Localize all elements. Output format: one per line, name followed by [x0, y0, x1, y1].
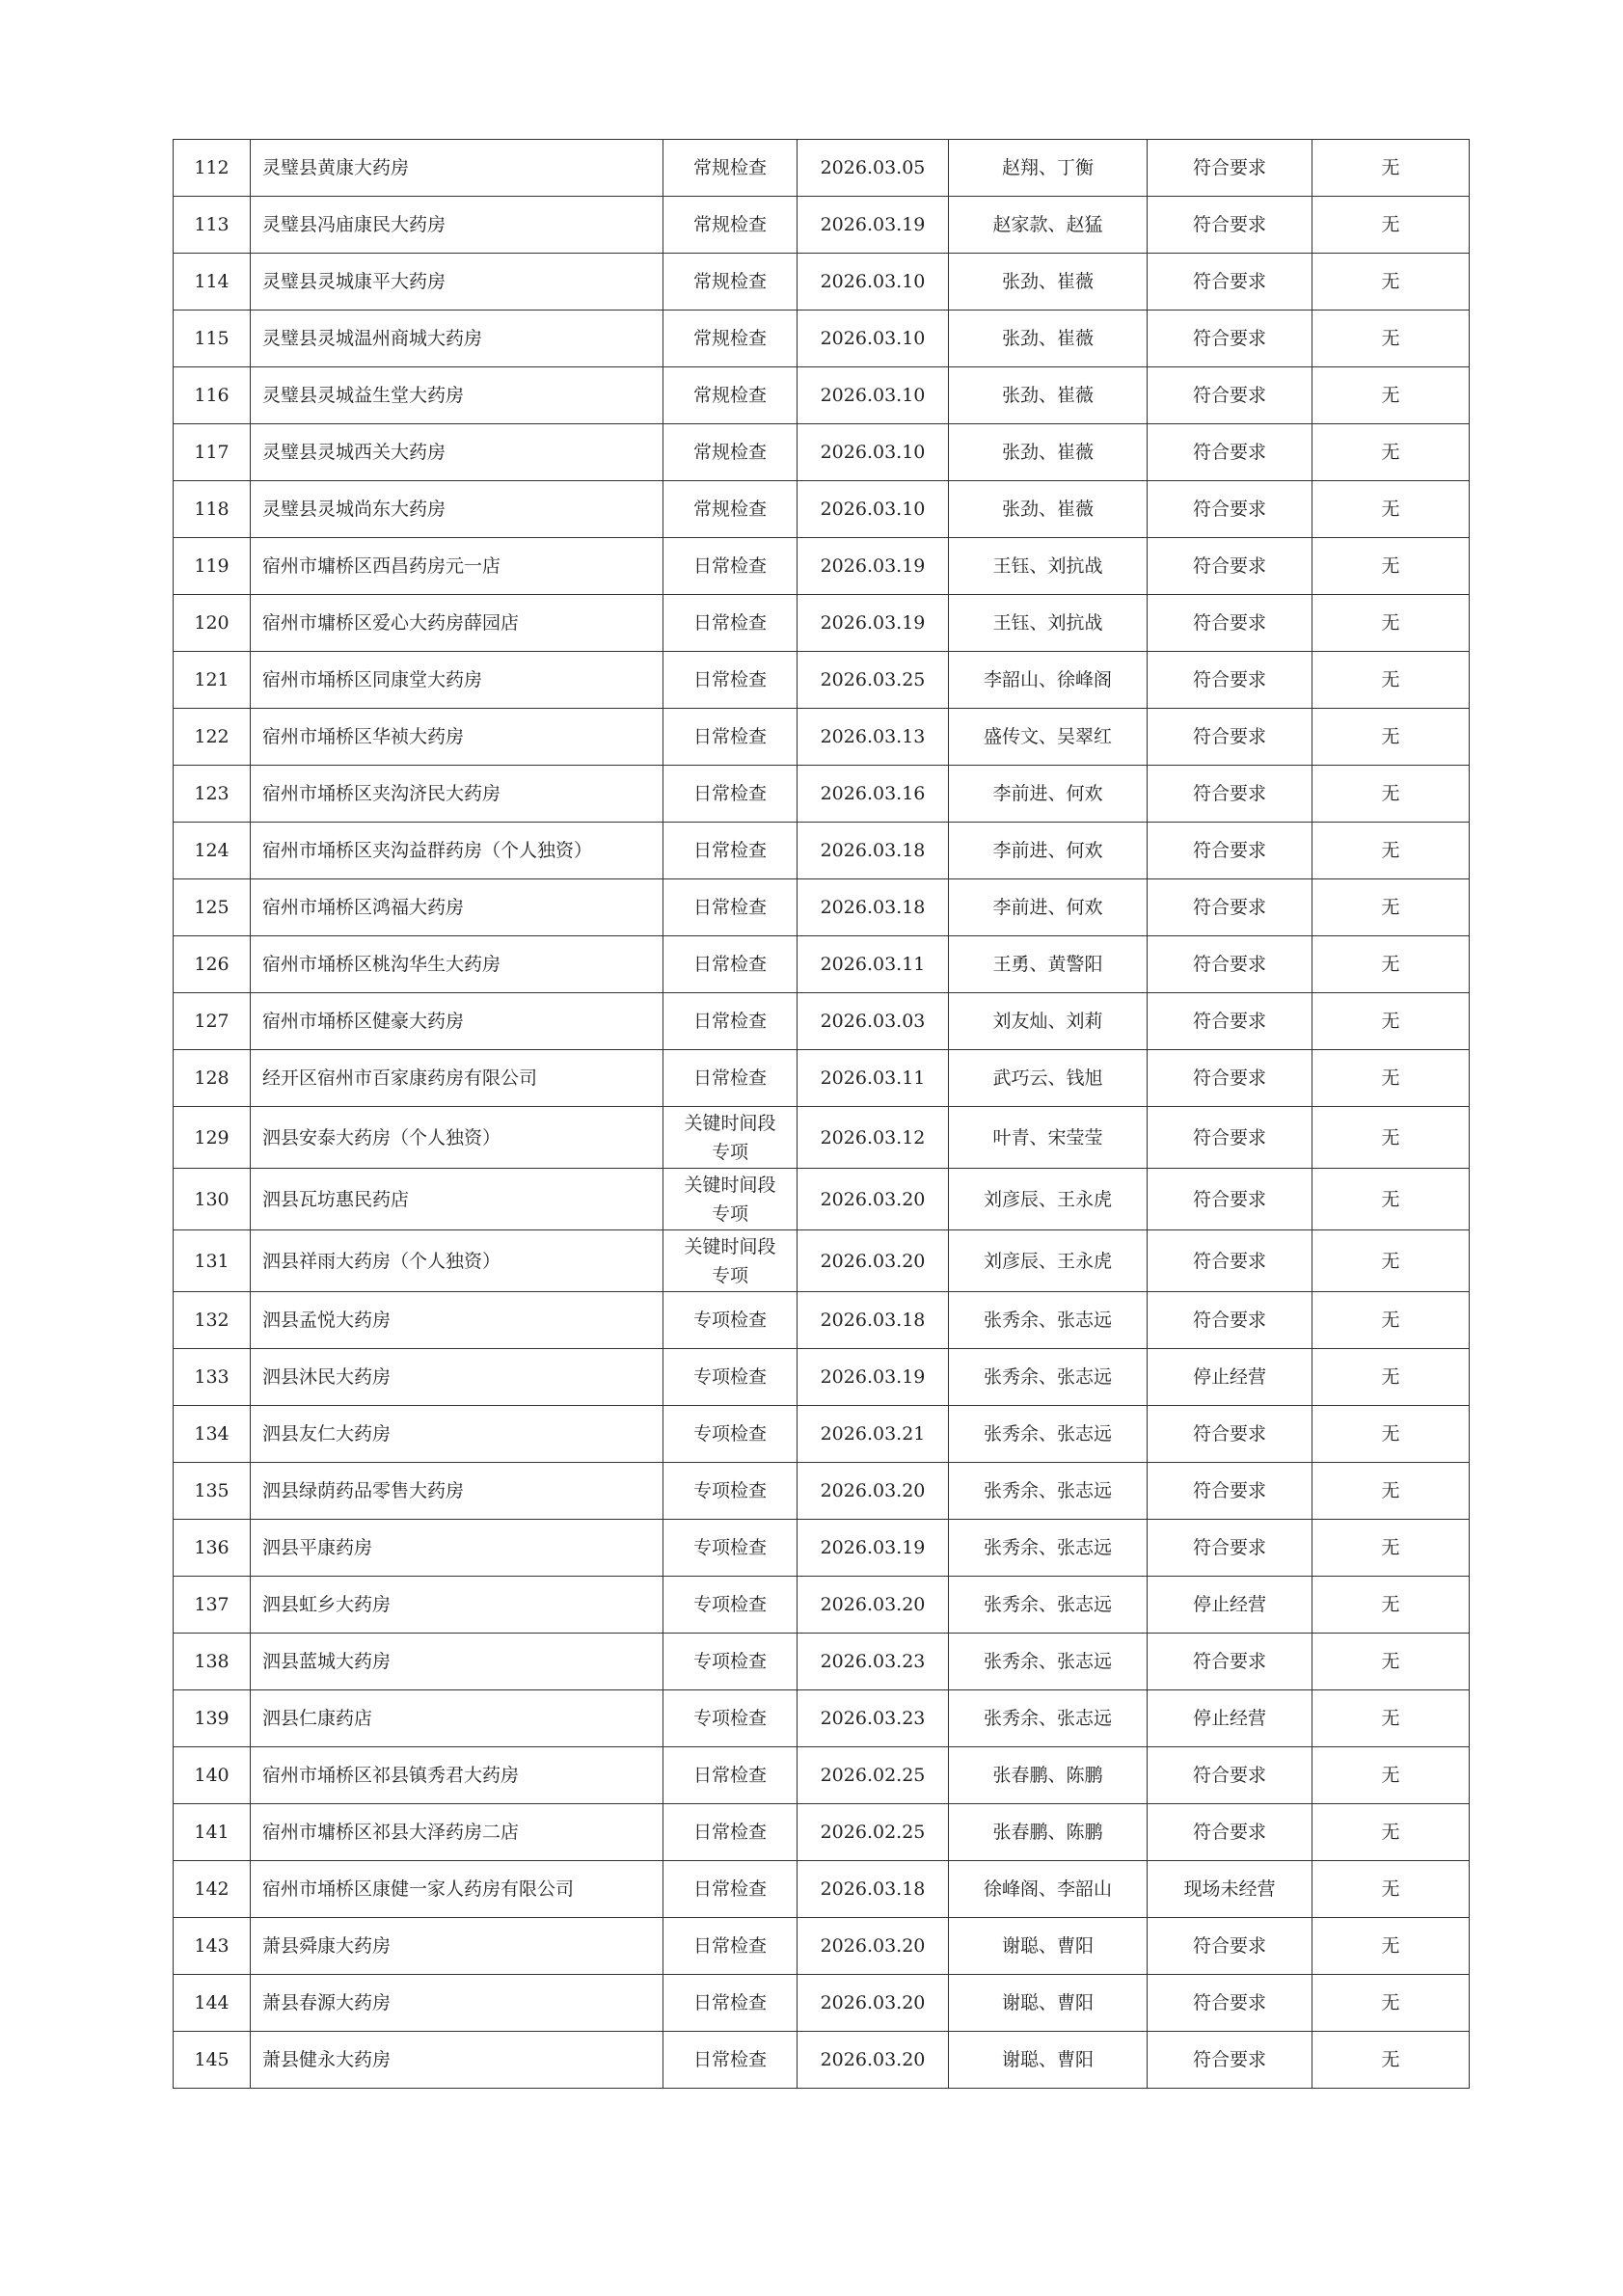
inspection-date-cell: 2026.03.10: [798, 254, 949, 311]
inspection-date-cell: 2026.03.18: [798, 1292, 949, 1349]
table-row: [174, 1230, 1470, 1292]
inspection-result-cell: 符合要求: [1148, 823, 1312, 879]
inspectors-cell: 谢聪、曹阳: [949, 2032, 1148, 2089]
inspection-type-cell: 常规检查: [663, 140, 798, 197]
inspection-date-cell: 2026.03.19: [798, 595, 949, 652]
pharmacy-name-cell: 宿州市埇桥区同康堂大药房: [251, 652, 663, 709]
inspectors-cell: 张秀余、张志远: [949, 1577, 1148, 1634]
issue-cell: 无: [1312, 424, 1470, 481]
inspectors-cell: 谢聪、曹阳: [949, 1918, 1148, 1975]
pharmacy-name-cell: 宿州市埇桥区华祯大药房: [251, 709, 663, 766]
inspectors-cell: 谢聪、曹阳: [949, 1975, 1148, 2032]
inspection-date-cell: 2026.03.10: [798, 311, 949, 367]
row-number-cell: 119: [174, 538, 251, 595]
row-number-cell: 129: [174, 1107, 251, 1169]
pharmacy-name-cell: 宿州市墉桥区祁县大泽药房二店: [251, 1804, 663, 1861]
table-row: [174, 424, 1470, 481]
inspectors-cell: 张劲、崔薇: [949, 424, 1148, 481]
inspectors-cell: 刘彦辰、王永虎: [949, 1169, 1148, 1230]
inspection-result-cell: 符合要求: [1148, 311, 1312, 367]
row-number-cell: 120: [174, 595, 251, 652]
pharmacy-name-cell: 灵璧县灵城益生堂大药房: [251, 367, 663, 424]
inspection-date-cell: 2026.03.20: [798, 1169, 949, 1230]
row-number-cell: 122: [174, 709, 251, 766]
row-number-cell: 135: [174, 1463, 251, 1520]
row-number-cell: 124: [174, 823, 251, 879]
inspection-type-cell: 关键时间段专项: [663, 1169, 798, 1230]
inspection-type-cell: 专项检查: [663, 1520, 798, 1577]
table-row: [174, 936, 1470, 993]
inspection-result-cell: 符合要求: [1148, 709, 1312, 766]
inspection-date-cell: 2026.03.12: [798, 1107, 949, 1169]
row-number-cell: 112: [174, 140, 251, 197]
table-row: [174, 1690, 1470, 1747]
pharmacy-name-cell: 泗县仁康药店: [251, 1690, 663, 1747]
inspection-date-cell: 2026.03.05: [798, 140, 949, 197]
pharmacy-name-cell: 宿州市埇桥区桃沟华生大药房: [251, 936, 663, 993]
row-number-cell: 130: [174, 1169, 251, 1230]
inspectors-cell: 张秀余、张志远: [949, 1520, 1148, 1577]
issue-cell: 无: [1312, 1975, 1470, 2032]
table-row: [174, 993, 1470, 1050]
issue-cell: 无: [1312, 1169, 1470, 1230]
inspection-result-cell: 符合要求: [1148, 481, 1312, 538]
inspection-result-cell: 符合要求: [1148, 1975, 1312, 2032]
inspection-result-cell: 符合要求: [1148, 1804, 1312, 1861]
inspection-type-cell: 常规检查: [663, 424, 798, 481]
issue-cell: 无: [1312, 1804, 1470, 1861]
pharmacy-name-cell: 宿州市埇桥区健豪大药房: [251, 993, 663, 1050]
inspection-result-cell: 符合要求: [1148, 140, 1312, 197]
inspectors-cell: 张劲、崔薇: [949, 367, 1148, 424]
inspection-date-cell: 2026.03.16: [798, 766, 949, 823]
table-row: [174, 1169, 1470, 1230]
row-number-cell: 133: [174, 1349, 251, 1406]
issue-cell: 无: [1312, 823, 1470, 879]
issue-cell: 无: [1312, 1230, 1470, 1292]
table-row: [174, 1520, 1470, 1577]
inspection-result-cell: 符合要求: [1148, 1747, 1312, 1804]
table-row: [174, 2032, 1470, 2089]
inspection-type-cell: 日常检查: [663, 2032, 798, 2089]
inspection-date-cell: 2026.03.03: [798, 993, 949, 1050]
inspection-result-cell: 符合要求: [1148, 424, 1312, 481]
inspection-type-cell: 常规检查: [663, 254, 798, 311]
inspection-date-cell: 2026.03.20: [798, 1463, 949, 1520]
row-number-cell: 145: [174, 2032, 251, 2089]
inspection-type-cell: 日常检查: [663, 709, 798, 766]
issue-cell: 无: [1312, 709, 1470, 766]
row-number-cell: 127: [174, 993, 251, 1050]
table-row: [174, 1634, 1470, 1690]
inspectors-cell: 盛传文、吴翠红: [949, 709, 1148, 766]
inspection-result-cell: 符合要求: [1148, 367, 1312, 424]
inspectors-cell: 张秀余、张志远: [949, 1406, 1148, 1463]
table-row: [174, 879, 1470, 936]
inspection-date-cell: 2026.03.20: [798, 1230, 949, 1292]
inspection-date-cell: 2026.03.10: [798, 424, 949, 481]
inspection-table: [173, 139, 1470, 2089]
row-number-cell: 125: [174, 879, 251, 936]
row-number-cell: 126: [174, 936, 251, 993]
issue-cell: 无: [1312, 1349, 1470, 1406]
table-row: [174, 481, 1470, 538]
pharmacy-name-cell: 灵璧县冯庙康民大药房: [251, 197, 663, 254]
inspection-date-cell: 2026.03.19: [798, 197, 949, 254]
inspectors-cell: 李前进、何欢: [949, 766, 1148, 823]
pharmacy-name-cell: 泗县友仁大药房: [251, 1406, 663, 1463]
issue-cell: 无: [1312, 1747, 1470, 1804]
table-row: [174, 823, 1470, 879]
pharmacy-name-cell: 泗县安泰大药房（个人独资）: [251, 1107, 663, 1169]
issue-cell: 无: [1312, 1406, 1470, 1463]
table-row: [174, 1975, 1470, 2032]
inspection-type-cell: 专项检查: [663, 1463, 798, 1520]
inspection-date-cell: 2026.03.10: [798, 481, 949, 538]
inspectors-cell: 徐峰阁、李韶山: [949, 1861, 1148, 1918]
inspection-result-cell: 符合要求: [1148, 1918, 1312, 1975]
inspection-result-cell: 符合要求: [1148, 652, 1312, 709]
inspectors-cell: 赵翔、丁衡: [949, 140, 1148, 197]
pharmacy-name-cell: 宿州市埇桥区夹沟济民大药房: [251, 766, 663, 823]
inspection-result-cell: 停止经营: [1148, 1690, 1312, 1747]
issue-cell: 无: [1312, 1292, 1470, 1349]
inspection-result-cell: 符合要求: [1148, 2032, 1312, 2089]
inspection-type-cell: 常规检查: [663, 197, 798, 254]
inspection-type-cell: 常规检查: [663, 481, 798, 538]
row-number-cell: 143: [174, 1918, 251, 1975]
inspection-date-cell: 2026.03.18: [798, 823, 949, 879]
issue-cell: 无: [1312, 879, 1470, 936]
inspection-result-cell: 停止经营: [1148, 1577, 1312, 1634]
pharmacy-name-cell: 宿州市埇桥区康健一家人药房有限公司: [251, 1861, 663, 1918]
inspection-type-cell: 日常检查: [663, 1050, 798, 1107]
inspection-type-cell: 日常检查: [663, 766, 798, 823]
table-row: [174, 254, 1470, 311]
inspection-result-cell: 符合要求: [1148, 595, 1312, 652]
inspection-date-cell: 2026.03.20: [798, 2032, 949, 2089]
inspection-type-cell: 常规检查: [663, 311, 798, 367]
inspection-result-cell: 符合要求: [1148, 538, 1312, 595]
inspectors-cell: 张劲、崔薇: [949, 254, 1148, 311]
issue-cell: 无: [1312, 595, 1470, 652]
pharmacy-name-cell: 灵璧县灵城康平大药房: [251, 254, 663, 311]
inspectors-cell: 张劲、崔薇: [949, 481, 1148, 538]
inspection-result-cell: 符合要求: [1148, 1520, 1312, 1577]
pharmacy-name-cell: 萧县春源大药房: [251, 1975, 663, 2032]
row-number-cell: 128: [174, 1050, 251, 1107]
inspection-type-cell: 日常检查: [663, 1975, 798, 2032]
issue-cell: 无: [1312, 936, 1470, 993]
inspectors-cell: 刘彦辰、王永虎: [949, 1230, 1148, 1292]
inspection-result-cell: 现场未经营: [1148, 1861, 1312, 1918]
issue-cell: 无: [1312, 1861, 1470, 1918]
table-row: [174, 1918, 1470, 1975]
inspectors-cell: 王勇、黄警阳: [949, 936, 1148, 993]
issue-cell: 无: [1312, 367, 1470, 424]
inspection-result-cell: 符合要求: [1148, 993, 1312, 1050]
table-body: [174, 140, 1470, 2089]
table-row: [174, 1050, 1470, 1107]
inspection-result-cell: 符合要求: [1148, 936, 1312, 993]
table-row: [174, 1804, 1470, 1861]
inspectors-cell: 李前进、何欢: [949, 879, 1148, 936]
issue-cell: 无: [1312, 1107, 1470, 1169]
inspectors-cell: 张春鹏、陈鹏: [949, 1747, 1148, 1804]
inspection-result-cell: 符合要求: [1148, 1463, 1312, 1520]
row-number-cell: 141: [174, 1804, 251, 1861]
table-row: [174, 652, 1470, 709]
inspection-type-cell: 专项检查: [663, 1577, 798, 1634]
inspectors-cell: 赵家款、赵猛: [949, 197, 1148, 254]
inspection-date-cell: 2026.03.18: [798, 879, 949, 936]
inspection-date-cell: 2026.03.21: [798, 1406, 949, 1463]
inspection-type-cell: 关键时间段专项: [663, 1230, 798, 1292]
inspection-result-cell: 符合要求: [1148, 1634, 1312, 1690]
issue-cell: 无: [1312, 140, 1470, 197]
pharmacy-name-cell: 宿州市墉桥区西昌药房元一店: [251, 538, 663, 595]
inspection-result-cell: 符合要求: [1148, 1406, 1312, 1463]
table-row: [174, 595, 1470, 652]
row-number-cell: 114: [174, 254, 251, 311]
inspection-type-cell: 专项检查: [663, 1690, 798, 1747]
pharmacy-name-cell: 泗县祥雨大药房（个人独资）: [251, 1230, 663, 1292]
pharmacy-name-cell: 经开区宿州市百家康药房有限公司: [251, 1050, 663, 1107]
pharmacy-name-cell: 灵璧县灵城尚东大药房: [251, 481, 663, 538]
inspection-type-cell: 日常检查: [663, 993, 798, 1050]
table-row: [174, 1577, 1470, 1634]
table-row: [174, 197, 1470, 254]
issue-cell: 无: [1312, 1463, 1470, 1520]
inspection-result-cell: 符合要求: [1148, 197, 1312, 254]
inspection-type-cell: 关键时间段专项: [663, 1107, 798, 1169]
inspection-type-cell: 专项检查: [663, 1292, 798, 1349]
inspection-result-cell: 符合要求: [1148, 1230, 1312, 1292]
issue-cell: 无: [1312, 652, 1470, 709]
inspection-type-cell: 日常检查: [663, 1804, 798, 1861]
inspectors-cell: 张秀余、张志远: [949, 1292, 1148, 1349]
inspectors-cell: 王钰、刘抗战: [949, 595, 1148, 652]
inspection-date-cell: 2026.03.11: [798, 1050, 949, 1107]
issue-cell: 无: [1312, 197, 1470, 254]
issue-cell: 无: [1312, 254, 1470, 311]
inspection-result-cell: 符合要求: [1148, 1107, 1312, 1169]
pharmacy-name-cell: 萧县健永大药房: [251, 2032, 663, 2089]
pharmacy-name-cell: 泗县蓝城大药房: [251, 1634, 663, 1690]
row-number-cell: 132: [174, 1292, 251, 1349]
issue-cell: 无: [1312, 538, 1470, 595]
issue-cell: 无: [1312, 1690, 1470, 1747]
pharmacy-name-cell: 萧县舜康大药房: [251, 1918, 663, 1975]
inspectors-cell: 叶青、宋莹莹: [949, 1107, 1148, 1169]
inspection-type-cell: 日常检查: [663, 1861, 798, 1918]
table-row: [174, 140, 1470, 197]
inspection-date-cell: 2026.03.11: [798, 936, 949, 993]
row-number-cell: 117: [174, 424, 251, 481]
inspection-type-cell: 日常检查: [663, 1918, 798, 1975]
table-row: [174, 709, 1470, 766]
pharmacy-name-cell: 泗县孟悦大药房: [251, 1292, 663, 1349]
issue-cell: 无: [1312, 1918, 1470, 1975]
pharmacy-name-cell: 灵璧县灵城温州商城大药房: [251, 311, 663, 367]
inspectors-cell: 张秀余、张志远: [949, 1349, 1148, 1406]
inspection-type-cell: 日常检查: [663, 936, 798, 993]
inspection-result-cell: 符合要求: [1148, 879, 1312, 936]
inspection-date-cell: 2026.03.23: [798, 1634, 949, 1690]
row-number-cell: 139: [174, 1690, 251, 1747]
inspectors-cell: 张秀余、张志远: [949, 1463, 1148, 1520]
issue-cell: 无: [1312, 311, 1470, 367]
inspection-date-cell: 2026.03.25: [798, 652, 949, 709]
inspection-date-cell: 2026.03.18: [798, 1861, 949, 1918]
pharmacy-name-cell: 泗县瓦坊惠民药店: [251, 1169, 663, 1230]
issue-cell: 无: [1312, 993, 1470, 1050]
inspection-type-cell: 日常检查: [663, 1747, 798, 1804]
pharmacy-name-cell: 泗县平康药房: [251, 1520, 663, 1577]
issue-cell: 无: [1312, 1050, 1470, 1107]
pharmacy-name-cell: 宿州市墉桥区爱心大药房薛园店: [251, 595, 663, 652]
issue-cell: 无: [1312, 481, 1470, 538]
row-number-cell: 137: [174, 1577, 251, 1634]
table-row: [174, 766, 1470, 823]
inspection-type-cell: 日常检查: [663, 879, 798, 936]
row-number-cell: 113: [174, 197, 251, 254]
inspection-date-cell: 2026.03.10: [798, 367, 949, 424]
inspection-result-cell: 符合要求: [1148, 1169, 1312, 1230]
table-row: [174, 311, 1470, 367]
table-row: [174, 1406, 1470, 1463]
pharmacy-name-cell: 泗县虹乡大药房: [251, 1577, 663, 1634]
row-number-cell: 138: [174, 1634, 251, 1690]
inspection-date-cell: 2026.03.20: [798, 1975, 949, 2032]
inspection-result-cell: 符合要求: [1148, 766, 1312, 823]
inspectors-cell: 张春鹏、陈鹏: [949, 1804, 1148, 1861]
inspectors-cell: 李前进、何欢: [949, 823, 1148, 879]
issue-cell: 无: [1312, 2032, 1470, 2089]
inspection-result-cell: 符合要求: [1148, 254, 1312, 311]
pharmacy-name-cell: 宿州市埇桥区夹沟益群药房（个人独资）: [251, 823, 663, 879]
inspection-date-cell: 2026.03.20: [798, 1577, 949, 1634]
inspection-result-cell: 符合要求: [1148, 1292, 1312, 1349]
table-row: [174, 1292, 1470, 1349]
inspectors-cell: 张秀余、张志远: [949, 1634, 1148, 1690]
inspection-type-cell: 日常检查: [663, 595, 798, 652]
inspection-date-cell: 2026.02.25: [798, 1747, 949, 1804]
inspection-date-cell: 2026.03.19: [798, 1520, 949, 1577]
issue-cell: 无: [1312, 1577, 1470, 1634]
pharmacy-name-cell: 宿州市埇桥区祁县镇秀君大药房: [251, 1747, 663, 1804]
inspection-date-cell: 2026.02.25: [798, 1804, 949, 1861]
table-row: [174, 1349, 1470, 1406]
inspection-type-cell: 专项检查: [663, 1406, 798, 1463]
issue-cell: 无: [1312, 766, 1470, 823]
inspectors-cell: 王钰、刘抗战: [949, 538, 1148, 595]
inspection-type-cell: 专项检查: [663, 1634, 798, 1690]
table-row: [174, 1861, 1470, 1918]
table-row: [174, 1107, 1470, 1169]
inspectors-cell: 张劲、崔薇: [949, 311, 1148, 367]
inspection-type-cell: 日常检查: [663, 652, 798, 709]
issue-cell: 无: [1312, 1634, 1470, 1690]
row-number-cell: 142: [174, 1861, 251, 1918]
pharmacy-name-cell: 泗县绿荫药品零售大药房: [251, 1463, 663, 1520]
inspection-type-cell: 日常检查: [663, 538, 798, 595]
table-row: [174, 367, 1470, 424]
row-number-cell: 131: [174, 1230, 251, 1292]
table-row: [174, 538, 1470, 595]
inspection-date-cell: 2026.03.13: [798, 709, 949, 766]
pharmacy-name-cell: 灵璧县灵城西关大药房: [251, 424, 663, 481]
inspectors-cell: 张秀余、张志远: [949, 1690, 1148, 1747]
row-number-cell: 140: [174, 1747, 251, 1804]
table-row: [174, 1463, 1470, 1520]
row-number-cell: 136: [174, 1520, 251, 1577]
row-number-cell: 121: [174, 652, 251, 709]
row-number-cell: 123: [174, 766, 251, 823]
inspection-type-cell: 日常检查: [663, 823, 798, 879]
inspection-result-cell: 符合要求: [1148, 1050, 1312, 1107]
inspection-date-cell: 2026.03.19: [798, 1349, 949, 1406]
inspectors-cell: 李韶山、徐峰阁: [949, 652, 1148, 709]
inspectors-cell: 刘友灿、刘莉: [949, 993, 1148, 1050]
row-number-cell: 134: [174, 1406, 251, 1463]
row-number-cell: 144: [174, 1975, 251, 2032]
inspection-type-cell: 专项检查: [663, 1349, 798, 1406]
inspection-date-cell: 2026.03.23: [798, 1690, 949, 1747]
table-row: [174, 1747, 1470, 1804]
inspectors-cell: 武巧云、钱旭: [949, 1050, 1148, 1107]
inspection-date-cell: 2026.03.19: [798, 538, 949, 595]
row-number-cell: 116: [174, 367, 251, 424]
row-number-cell: 118: [174, 481, 251, 538]
inspection-type-cell: 常规检查: [663, 367, 798, 424]
row-number-cell: 115: [174, 311, 251, 367]
pharmacy-name-cell: 灵璧县黄康大药房: [251, 140, 663, 197]
pharmacy-name-cell: 泗县沐民大药房: [251, 1349, 663, 1406]
inspection-result-cell: 停止经营: [1148, 1349, 1312, 1406]
issue-cell: 无: [1312, 1520, 1470, 1577]
inspection-date-cell: 2026.03.20: [798, 1918, 949, 1975]
pharmacy-name-cell: 宿州市埇桥区鸿福大药房: [251, 879, 663, 936]
